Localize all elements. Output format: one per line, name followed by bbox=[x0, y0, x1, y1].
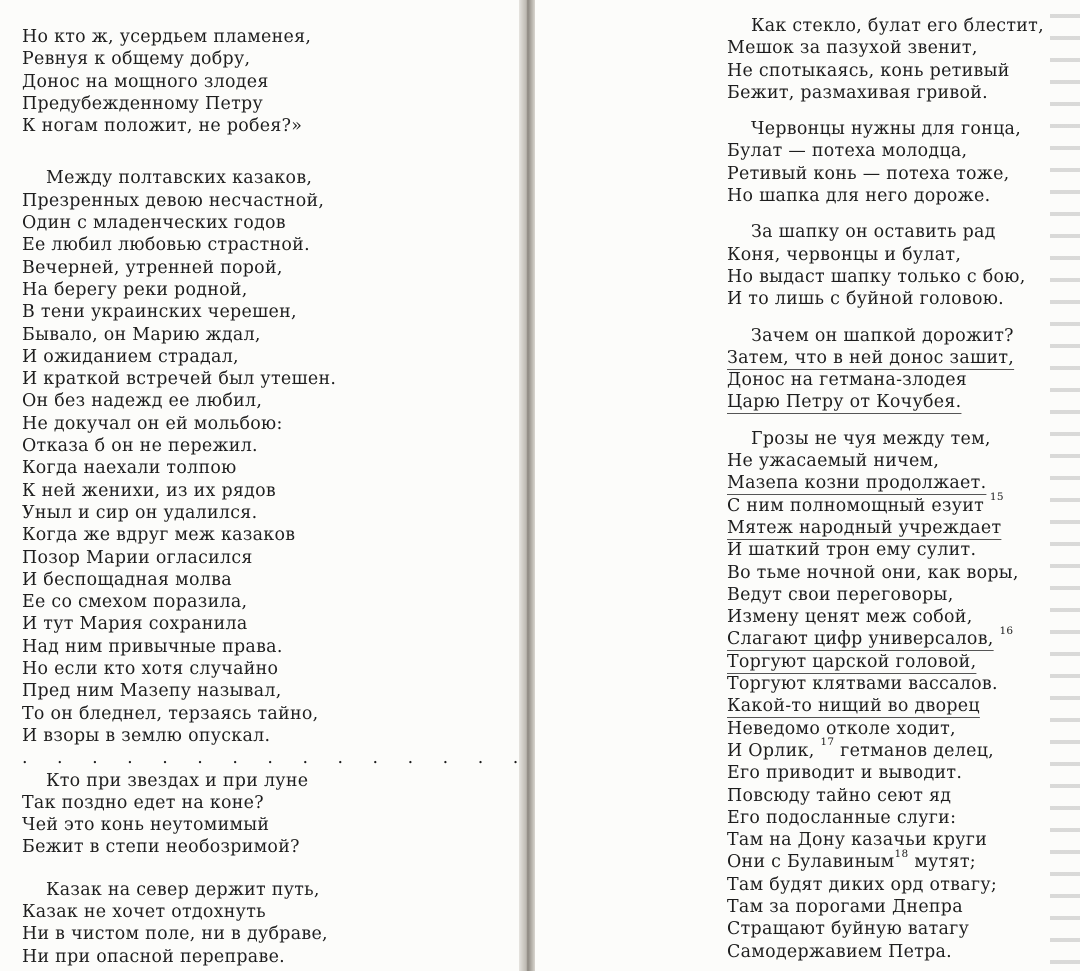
verse-text: мутят; bbox=[914, 852, 976, 873]
verse-line: Зачем он шапкой дорожит? bbox=[751, 325, 1014, 346]
verse-line: Презренных девою несчастной, bbox=[22, 190, 325, 211]
verse-line-with-footnote bbox=[727, 736, 1044, 762]
verse-line: Червонцы нужны для гонца, bbox=[751, 119, 1022, 140]
verse-line: Ретивый конь — потеха тоже, bbox=[727, 163, 1010, 184]
verse-line: Мешок за пазухой звенит, bbox=[727, 38, 978, 59]
verse-line: Ее со смехом поразила, bbox=[22, 592, 248, 613]
verse-line: Затем, что в ней донос зашит, bbox=[727, 347, 1015, 368]
verse-text: Они с Булавиным bbox=[727, 852, 895, 873]
verse-line: Уныл и сир он удалился. bbox=[22, 502, 258, 523]
verse-line: К ногам положит, не робея?» bbox=[22, 116, 303, 137]
verse-line-with-footnote bbox=[727, 847, 1044, 873]
verse-line: Царю Петру от Кочубея. bbox=[727, 392, 962, 413]
verse-line: То он бледнел, терзаясь тайно, bbox=[22, 703, 319, 724]
left-page-poem bbox=[22, 26, 530, 968]
footnote-mark: 17 bbox=[820, 736, 835, 749]
verse-line: И беспощадная молва bbox=[22, 569, 232, 590]
verse-line: Ревнуя к общему добру, bbox=[22, 49, 251, 70]
verse-line: Мятеж народный учреждает bbox=[727, 517, 1002, 538]
verse-line: Измену ценят меж собой, bbox=[727, 607, 973, 628]
verse-line: Там на Дону казачьи круги bbox=[727, 830, 988, 851]
verse-line: Один с младенческих годов bbox=[22, 213, 286, 234]
verse-line: Ни при опасной переправе. bbox=[22, 946, 285, 967]
verse-line: Торгуют клятвами вассалов. bbox=[727, 674, 998, 695]
footnote-mark: 16 bbox=[999, 624, 1014, 637]
verse-line: Когда наехали толпою bbox=[22, 458, 237, 479]
verse-line: Как стекло, булат его блестит, bbox=[751, 16, 1044, 36]
verse-line: Когда же вдруг меж казаков bbox=[22, 525, 296, 546]
verse-line: Булат — потеха молодца, bbox=[727, 141, 968, 162]
verse-line: Мазепа козни продолжает. bbox=[727, 473, 987, 494]
verse-line: Между полтавских казаков, bbox=[46, 168, 313, 189]
verse-line: Бежит в степи необозримой? bbox=[22, 837, 300, 858]
verse-line: Но шапка для него дороже. bbox=[727, 186, 991, 207]
verse-line: И ожиданием страдал, bbox=[22, 346, 239, 367]
verse-line: Казак на север держит путь, bbox=[46, 879, 320, 900]
bleed-through-right-edge bbox=[1050, 0, 1080, 971]
verse-line-with-footnote bbox=[727, 491, 1044, 517]
verse-line: Но кто ж, усердьем пламенея, bbox=[22, 27, 312, 47]
verse-line: И то лишь с буйной головою. bbox=[727, 289, 1004, 310]
verse-line: Коня, червонцы и булат, bbox=[727, 244, 962, 265]
verse-line: Казак не хочет отдохнуть bbox=[22, 901, 266, 922]
verse-line: Донос на гетмана-злодея bbox=[727, 370, 968, 391]
verse-line: Кто при звездах и при луне bbox=[46, 770, 309, 791]
verse-line: И взоры в землю опускал. bbox=[22, 725, 271, 746]
verse-line: Предубежденному Петру bbox=[22, 93, 263, 114]
footnote-mark: 18 bbox=[894, 847, 909, 860]
verse-line: Не ужасаемый ничем, bbox=[727, 451, 940, 472]
verse-line: Стращают буйную ватагу bbox=[727, 919, 970, 940]
ellipsis-divider: . . . . . . . . . . . . . . . bbox=[22, 748, 531, 769]
verse-line: Над ним привычные права. bbox=[22, 636, 283, 657]
verse-line: Ее любил любовью страстной. bbox=[22, 235, 310, 256]
verse-line: Какой-то нищий во дворец bbox=[727, 696, 980, 717]
verse-line: Донос на мощного злодея bbox=[22, 71, 269, 92]
verse-line: Так поздно едет на коне? bbox=[22, 792, 264, 813]
verse-line: Но если кто хотя случайно bbox=[22, 659, 279, 680]
verse-text: И Орлик, bbox=[727, 740, 815, 761]
verse-line: Бывало, он Марию ждал, bbox=[22, 324, 261, 345]
verse-text: Слагают цифр универсалов, bbox=[727, 629, 994, 650]
verse-line: Самодержавием Петра. bbox=[727, 941, 953, 962]
verse-line: Вечерней, утренней порой, bbox=[22, 257, 283, 278]
verse-line: Торгуют царской головой, bbox=[727, 651, 977, 672]
verse-line: Там за порогами Днепра bbox=[727, 896, 963, 917]
verse-line: Отказа б он не пережил. bbox=[22, 436, 258, 457]
right-page-poem bbox=[727, 15, 1044, 963]
verse-line: Его подосланные слуги: bbox=[727, 807, 957, 828]
verse-line: В тени украинских черешен, bbox=[22, 302, 297, 323]
verse-line: И тут Мария сохранила bbox=[22, 614, 248, 635]
verse-text: гетманов делец, bbox=[840, 740, 995, 761]
verse-line: И шаткий трон ему сулит. bbox=[727, 540, 977, 561]
verse-line: Бежит, размахивая гривой. bbox=[727, 82, 988, 103]
verse-line: Неведомо отколе ходит, bbox=[727, 718, 956, 739]
verse-line: К ней женихи, из их рядов bbox=[22, 480, 277, 501]
verse-line: На берегу реки родной, bbox=[22, 279, 248, 300]
verse-line: Там будят диких орд отвагу; bbox=[727, 874, 998, 895]
verse-line: Грозы не чуя между тем, bbox=[751, 428, 991, 449]
verse-line: Чей это конь неутомимый bbox=[22, 815, 270, 836]
verse-line: Ведут свои переговоры, bbox=[727, 584, 954, 605]
verse-line: Повсюду тайно сеют яд bbox=[727, 785, 952, 806]
verse-line: Позор Марии огласился bbox=[22, 547, 253, 568]
verse-line: Ни в чистом поле, ни в дубраве, bbox=[22, 924, 328, 945]
verse-line: Пред ним Мазепу называл, bbox=[22, 681, 282, 702]
footnote-mark: 15 bbox=[989, 491, 1004, 504]
verse-line: Его приводит и выводит. bbox=[727, 763, 963, 784]
verse-line: Не докучал он ей мольбою: bbox=[22, 413, 283, 434]
verse-line: Но выдаст шапку только с бою, bbox=[727, 266, 1026, 287]
verse-line-with-footnote bbox=[727, 624, 1044, 650]
verse-text: С ним полномощный езуит bbox=[727, 495, 985, 516]
verse-line: За шапку он оставить рад bbox=[751, 222, 996, 243]
verse-line: И краткой встречей был утешен. bbox=[22, 369, 337, 390]
verse-line: Он без надежд ее любил, bbox=[22, 391, 263, 412]
verse-line: Во тьме ночной они, как воры, bbox=[727, 562, 1019, 583]
verse-line: Не спотыкаясь, конь ретивый bbox=[727, 60, 1010, 81]
